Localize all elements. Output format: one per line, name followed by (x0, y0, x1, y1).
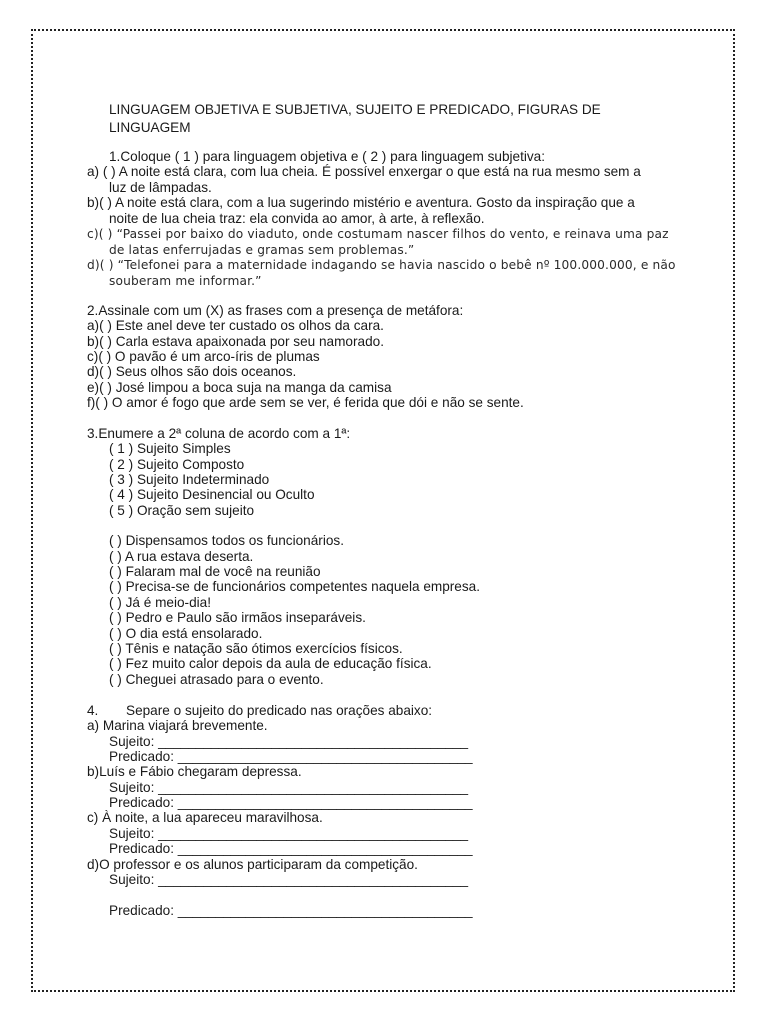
question-3-item: ( ) Tênis e natação são ótimos exercícios físicos. (109, 641, 403, 656)
question-3-option-5: ( 5 ) Oração sem sujeito (109, 503, 255, 518)
question-3-item: ( ) Falaram mal de você na reunião (109, 564, 321, 579)
question-4-item-c: c) À noite, a lua apareceu maravilhosa. (87, 810, 323, 825)
question-4-number: 4. (87, 703, 99, 718)
question-3-option-2: ( 2 ) Sujeito Composto (109, 457, 245, 472)
question-4-item-a: a) Marina viajará brevemente. (87, 718, 268, 733)
question-3-option-4: ( 4 ) Sujeito Desinencial ou Oculto (109, 487, 315, 502)
question-4-item-a-sujeito-blank: Sujeito: _________________________________________ (109, 734, 469, 749)
question-1-item-d-line-1: d)( ) “Telefonei para a maternidade indagando se havia nascido o bebê nº 100.000.000, e não (87, 258, 676, 272)
question-2-item-d: d)( ) Seus olhos são dois oceanos. (87, 364, 297, 379)
question-4-item-d-predicado-blank: Predicado: _______________________________________ (109, 903, 473, 918)
question-1-item-a-line-1: a) ( ) A noite está clara, com lua cheia. É possível enxergar o que está na rua mesmo sem a (87, 164, 641, 179)
question-3-item: ( ) Cheguei atrasado para o evento. (109, 672, 324, 687)
document-title-line-1: LINGUAGEM OBJETIVA E SUBJETIVA, SUJEITO E PREDICADO, FIGURAS DE (109, 102, 601, 117)
question-3-heading: 3.Enumere a 2ª coluna de acordo com a 1ª: (87, 426, 351, 441)
question-1-item-d-line-2: souberam me informar.” (109, 274, 262, 288)
question-3-item: ( ) A rua estava deserta. (109, 549, 254, 564)
question-1-item-c-line-2: de latas enferrujadas e gramas sem problemas.” (109, 243, 415, 257)
question-3-item: ( ) Dispensamos todos os funcionários. (109, 533, 344, 548)
question-1-item-b-line-2: noite de lua cheia traz: ela convida ao amor, à arte, à reflexão. (109, 211, 485, 226)
question-4-heading: Separe o sujeito do predicado nas orações abaixo: (126, 703, 433, 718)
question-4-item-c-predicado-blank: Predicado: _______________________________________ (109, 841, 473, 856)
question-2-heading: 2.Assinale com um (X) as frases com a presença de metáfora: (87, 303, 464, 318)
question-3-item: ( ) Já é meio-dia! (109, 595, 211, 610)
question-3-item: ( ) Fez muito calor depois da aula de educação física. (109, 656, 432, 671)
question-4-item-b-sujeito-blank: Sujeito: _________________________________________ (109, 780, 469, 795)
question-3-option-1: ( 1 ) Sujeito Simples (109, 441, 231, 456)
question-3-option-3: ( 3 ) Sujeito Indeterminado (109, 472, 270, 487)
question-2-item-e: e)( ) José limpou a boca suja na manga da camisa (87, 380, 392, 395)
question-4-item-a-predicado-blank: Predicado: _______________________________________ (109, 749, 473, 764)
question-1-heading: 1.Coloque ( 1 ) para linguagem objetiva e ( 2 ) para linguagem subjetiva: (109, 149, 546, 164)
question-2-item-f: f)( ) O amor é fogo que arde sem se ver, é ferida que dói e não se sente. (87, 395, 524, 410)
document-title-line-2: LINGUAGEM (109, 120, 191, 135)
question-4-item-b: b)Luís e Fábio chegaram depressa. (87, 764, 302, 779)
question-2-item-c: c)( ) O pavão é um arco-íris de plumas (87, 349, 320, 364)
question-1-item-b-line-1: b)( ) A noite está clara, com a lua sugerindo mistério e aventura. Gosto da inspiração que a (87, 195, 635, 210)
question-1-item-c-line-1: c)( ) “Passei por baixo do viaduto, onde costumam nascer filhos do vento, e reinava uma paz (87, 227, 669, 241)
question-2-item-a: a)( ) Este anel deve ter custado os olhos da cara. (87, 318, 384, 333)
question-2-item-b: b)( ) Carla estava apaixonada por seu namorado. (87, 334, 384, 349)
question-3-item: ( ) O dia está ensolarado. (109, 626, 263, 641)
question-4-item-d: d)O professor e os alunos participaram da competição. (87, 857, 418, 872)
question-3-item: ( ) Precisa-se de funcionários competentes naquela empresa. (109, 579, 481, 594)
question-3-item: ( ) Pedro e Paulo são irmãos inseparáveis. (109, 610, 366, 625)
question-4-item-b-predicado-blank: Predicado: _______________________________________ (109, 795, 473, 810)
question-4-item-d-sujeito-blank: Sujeito: _________________________________________ (109, 872, 469, 887)
question-4-item-c-sujeito-blank: Sujeito: _________________________________________ (109, 826, 469, 841)
question-1-item-a-line-2: luz de lâmpadas. (109, 180, 212, 195)
